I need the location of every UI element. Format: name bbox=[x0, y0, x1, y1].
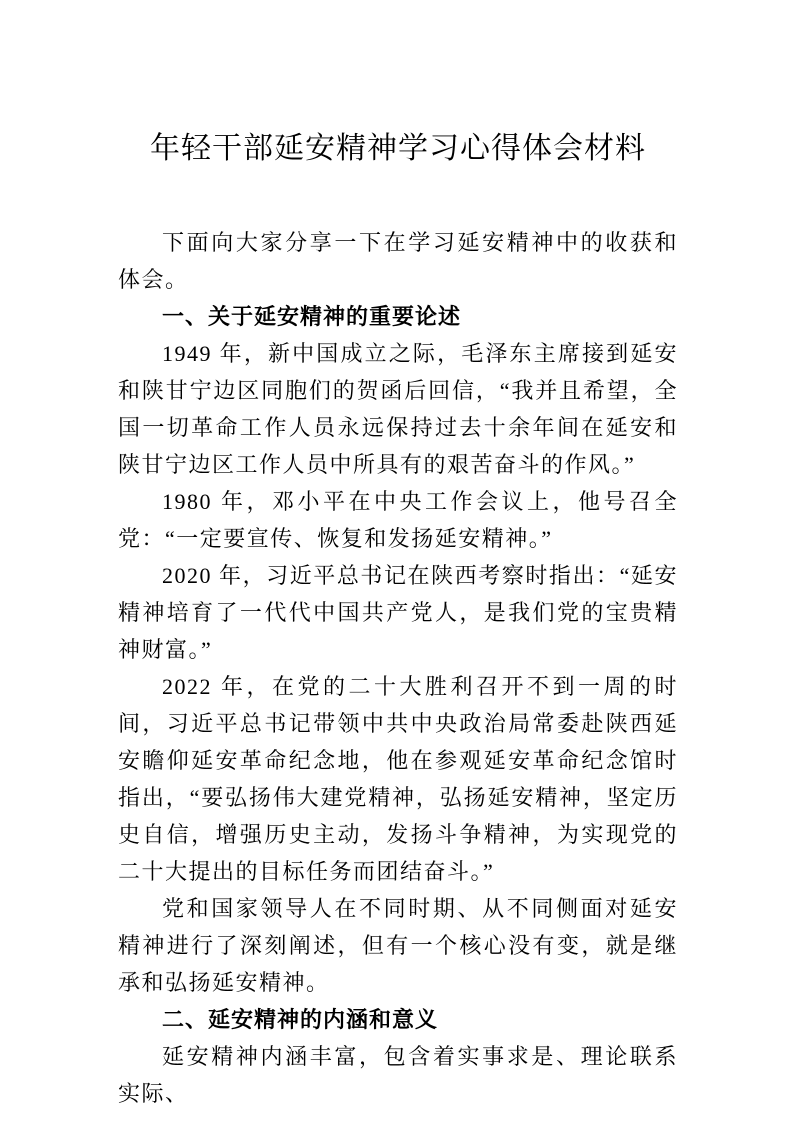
document-title: 年轻干部延安精神学习心得体会材料 bbox=[150, 132, 646, 165]
paragraph-1980: 1980 年，邓小平在中央工作会议上，他号召全党：“一定要宣传、恢复和发扬延安精神。” bbox=[118, 489, 678, 551]
paragraph-2022: 2022 年，在党的二十大胜利召开不到一周的时间，习近平总书记带领中共中央政治局常委赴陕西延安瞻仰延安革命纪念地，他在参观延安革命纪念馆时指出，“要弘扬伟大建党精神，弘扬延安精神，坚定历史自信，增强历史主动，发扬斗争精神，为实现党的二十大提出的目标任务而团结奋斗。” bbox=[118, 674, 678, 884]
paragraph-summary: 党和国家领导人在不同时期、从不同侧面对延安精神进行了深刻阐述，但有一个核心没有变，就是继承和弘扬延安精神。 bbox=[118, 896, 678, 995]
paragraph-connotation: 延安精神内涵丰富，包含着实事求是、理论联系实际、 bbox=[118, 1044, 678, 1106]
section-heading-1: 一、关于延安精神的重要论述 bbox=[162, 304, 462, 329]
section-heading-2: 二、延安精神的内涵和意义 bbox=[162, 1007, 439, 1032]
intro-paragraph: 下面向大家分享一下在学习延安精神中的收获和体会。 bbox=[118, 230, 678, 292]
paragraph-1949: 1949 年，新中国成立之际，毛泽东主席接到延安和陕甘宁边区同胞们的贺函后回信，“我并且希望，全国一切革命工作人员永远保持过去十余年间在延安和陕甘宁边区工作人员中所具有的艰苦奋斗的作风。” bbox=[118, 341, 678, 477]
paragraph-2020: 2020 年，习近平总书记在陕西考察时指出：“延安精神培育了一代代中国共产党人，是我们党的宝贵精神财富。” bbox=[118, 563, 678, 662]
